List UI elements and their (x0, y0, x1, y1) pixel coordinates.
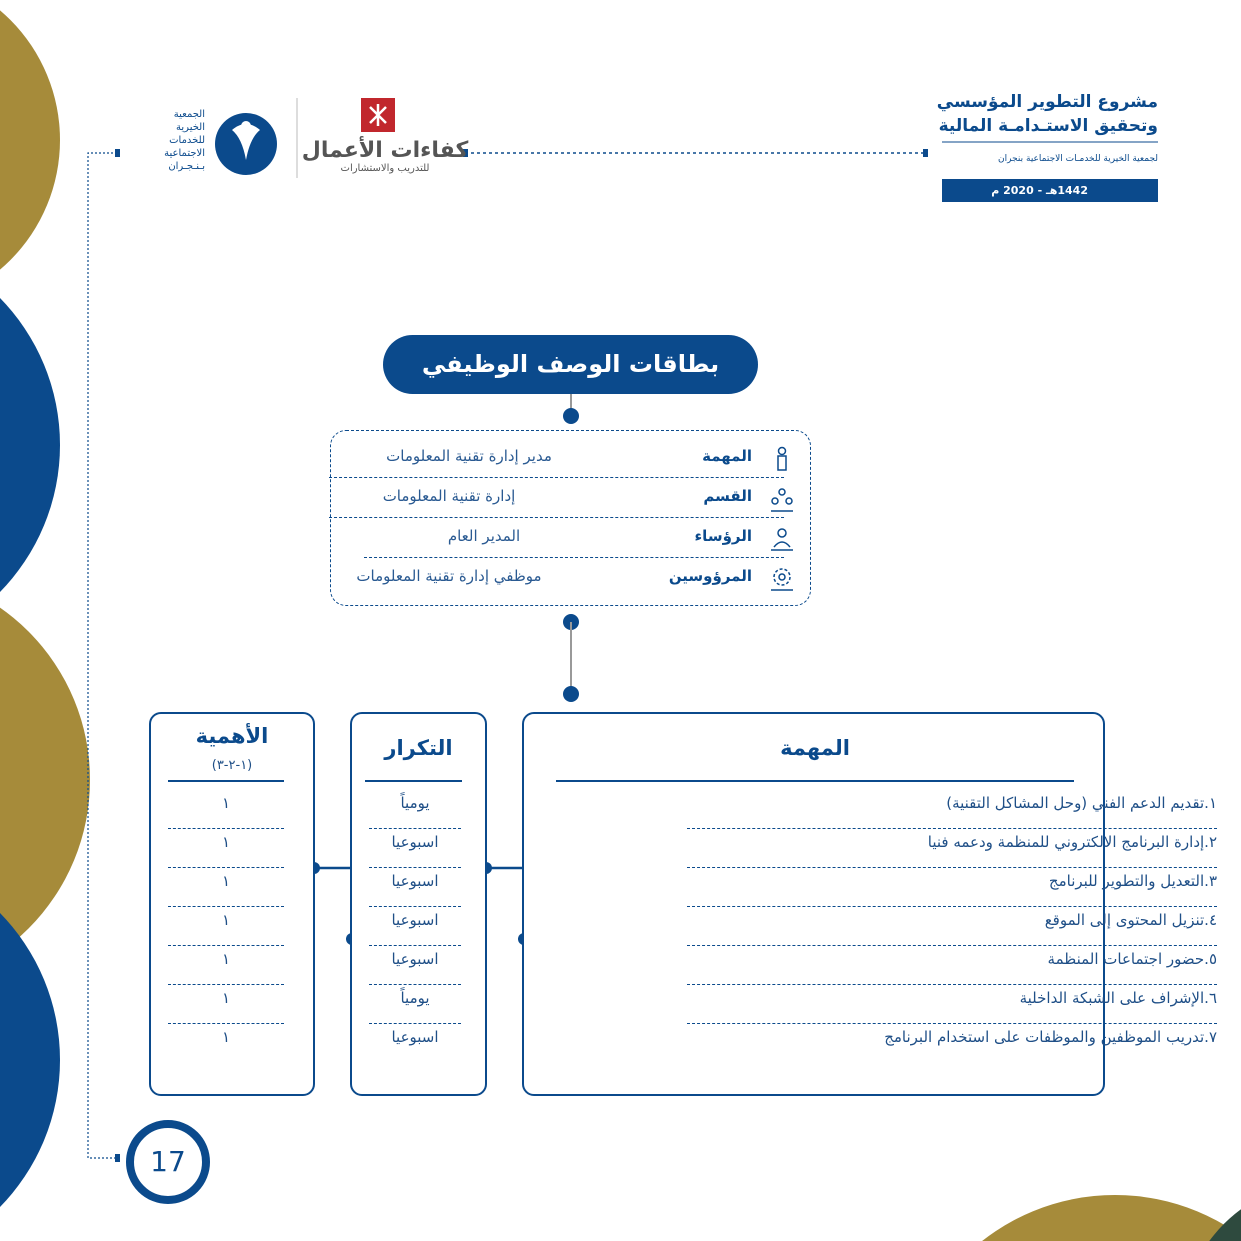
importance-header: الأهمية (195, 724, 269, 748)
project-title (898, 90, 1158, 138)
association-logo-line: الجمعية (173, 109, 205, 120)
project-title-line2: وتحقيق الاستـدامـة المالية (938, 116, 1158, 136)
info-row-subordinates (329, 559, 784, 597)
info-label: القسم (703, 487, 752, 505)
info-row-supervisors (364, 519, 784, 558)
frequency-cell: اسبوعيا (369, 829, 461, 868)
importance-cell: ١ (168, 868, 284, 907)
importance-cell: ١ (168, 829, 284, 868)
frequency-cell: اسبوعيا (369, 907, 461, 946)
association-logo-text (130, 108, 205, 173)
association-subtitle: لجمعية الخيرية للخدمـات الاجتماعية بنجران (998, 154, 1158, 164)
info-label: الرؤساء (694, 527, 752, 545)
frequency-header: التكرار (384, 736, 453, 760)
page-title: بطاقات الوصف الوظيفي (383, 335, 758, 394)
association-logo-line: الخيرية (176, 122, 205, 133)
importance-header-rule (168, 780, 284, 782)
association-logo-line: الاجتماعية (164, 148, 205, 159)
frequency-header-rule (365, 780, 462, 782)
tasks-header-rule (556, 780, 1074, 782)
task-row: ٣.التعديل والتطوير للبرنامج (687, 868, 1217, 907)
task-row: ٦.الإشراف على الشبكة الداخلية (687, 985, 1217, 1024)
info-label: المرؤوسين (668, 567, 752, 585)
manager-icon (768, 525, 796, 553)
info-row-department (329, 479, 784, 518)
info-row-task (329, 439, 784, 478)
kafaat-logo-tagline: للتدريب والاستشارات (340, 163, 430, 174)
info-value: المدير العام (447, 527, 521, 545)
importance-cell: ١ (221, 1028, 231, 1046)
info-value: موظفي إدارة تقنية المعلومات (356, 567, 542, 585)
importance-scale: (١-٢-٣) (211, 758, 253, 773)
importance-cell: ١ (168, 907, 284, 946)
task-row: ٧.تدريب الموظفين والموظفات على استخدام البرنامج (884, 1028, 1217, 1046)
date-bar: 1442هـ - 2020 م (942, 179, 1158, 202)
info-value: إدارة تقنية المعلومات (382, 487, 516, 505)
tasks-header: المهمة (780, 736, 850, 760)
frequency-cell: يومياً (369, 790, 461, 829)
kafaat-logo-name: كفاءات الأعمال (301, 138, 469, 163)
team-icon (768, 485, 796, 513)
frequency-cell: اسبوعيا (369, 946, 461, 985)
task-row: ٥.حضور اجتماعات المنظمة (687, 946, 1217, 985)
task-row: ٢.إدارة البرنامج الالكتروني للمنظمة ودعمه فنيا (687, 829, 1217, 868)
association-logo-mark (212, 108, 280, 180)
person-icon (768, 445, 796, 473)
importance-cell: ١ (168, 985, 284, 1024)
importance-cell: ١ (168, 946, 284, 985)
importance-cell: ١ (168, 790, 284, 829)
task-row: ١.تقديم الدعم الفني (وحل المشاكل التقنية) (687, 790, 1217, 829)
frequency-cell: اسبوعيا (391, 1028, 439, 1046)
association-logo-line: بـنـجـران (168, 161, 205, 172)
job-info-card (330, 430, 811, 606)
project-title-line1: مشروع التطوير المؤسسي (936, 92, 1158, 112)
info-label: المهمة (702, 447, 752, 465)
frequency-cell: يومياً (369, 985, 461, 1024)
frequency-cell: اسبوعيا (369, 868, 461, 907)
kafaat-logo-mark (361, 98, 395, 132)
page-number: 17 (126, 1120, 210, 1204)
info-value: مدير إدارة تقنية المعلومات (386, 447, 552, 465)
staff-gear-icon (768, 565, 796, 593)
task-row: ٤.تنزيل المحتوى إلى الموقع (687, 907, 1217, 946)
association-logo-line: للخدمات (169, 135, 205, 146)
